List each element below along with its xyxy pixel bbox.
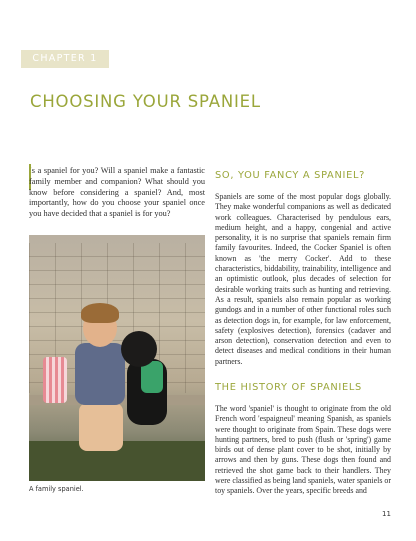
- boy-legs: [79, 403, 123, 451]
- spaniel-head: [121, 331, 157, 367]
- chapter-label: CHAPTER 1: [21, 50, 109, 68]
- page-number: 11: [382, 510, 391, 518]
- section-heading-fancy: SO, YOU FANCY A SPANIEL?: [215, 170, 366, 181]
- intro-dropcap: I: [29, 166, 32, 175]
- intro-paragraph: [29, 166, 205, 220]
- boy-hair: [81, 303, 119, 323]
- intro-text: s a spaniel for you? Will a spaniel make a fantastic family member and companion? What should you know before considering a spaniel? And, most importantly, how do you choose your spaniel once you have decided that a spaniel is for you?: [29, 166, 205, 219]
- family-spaniel-photo: [29, 235, 205, 481]
- chapter-title: CHOOSING YOUR SPANIEL: [30, 92, 261, 111]
- boy-shirt: [75, 343, 125, 405]
- section-body-fancy: Spaniels are some of the most popular dogs globally. They make wonderful companions as well as dedicated work colleagues. Characterised by pendulous ears, medium height, and a happy, congenial and active personality, it is no surprise that spaniels remain firm family favourites. Indeed, the Cocker Spaniel is often known as 'the merry Cocker'. Add to these characteristics, biddability, trainability, intelligence and an optimistic outlook, plus decades of selection for desirable working traits such as hunting and retrieving. As a result, spaniels also remain popular as working gundogs and in a number of other functional roles such as detection dogs in, for example, for law enforcement, safety (explosives detection), forensics (cadaver and arson detection), conservation detection and even to detect diseases and medical conditions in their human partners.: [215, 192, 391, 366]
- section-heading-history: THE HISTORY OF SPANIELS: [215, 382, 362, 393]
- photo-caption: A family spaniel.: [29, 485, 84, 493]
- section-body-history: The word 'spaniel' is thought to originate from the old French word 'espaigneul' meaning Spanish, as spaniels were thought to originate from Spain. These dogs were hunting partners, bred to push (flush or 'spring') game birds out of dense plant cover to be shot, initially by arrows and then by guns. These dogs then found and retrieved the shot game back to their handlers. They were classified as being land spaniels, water spaniels or toy spaniels. Over the years, specific breeds and: [215, 404, 391, 496]
- striped-bag: [43, 357, 67, 403]
